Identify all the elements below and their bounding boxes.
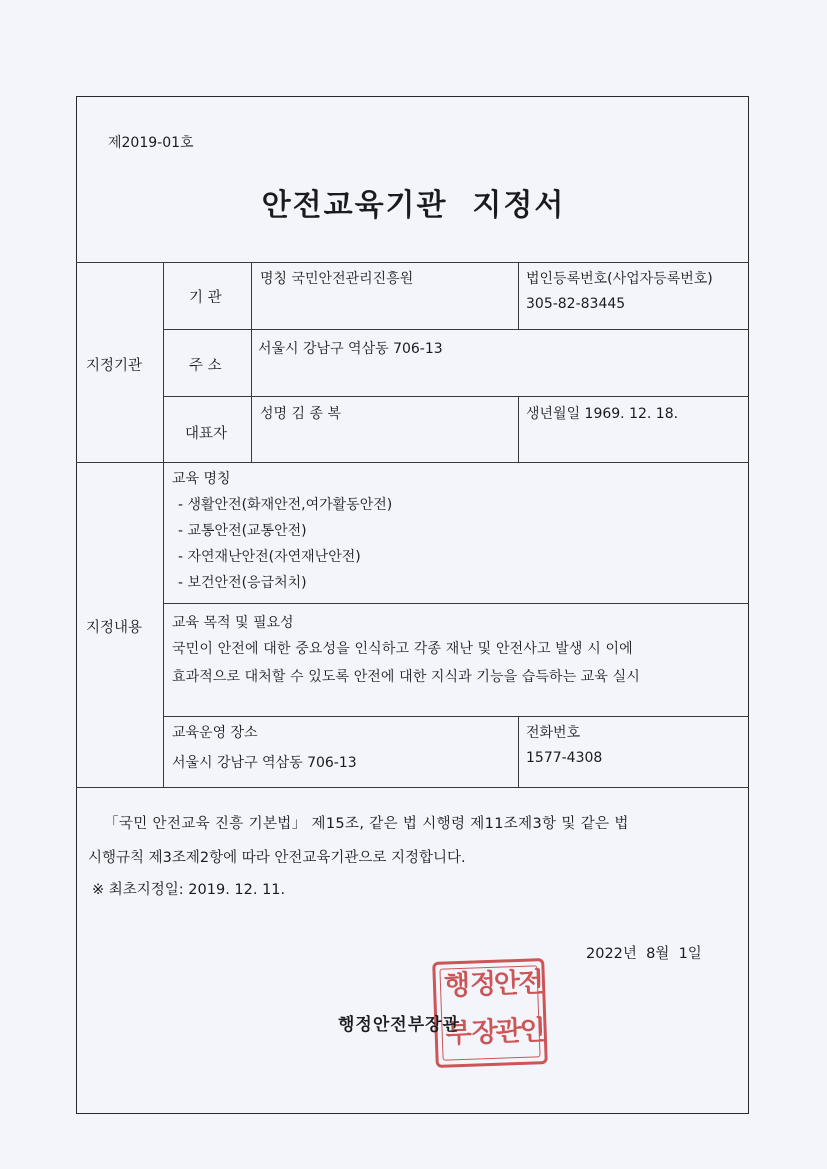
org-name: 명칭 국민안전관리진흥원: [260, 271, 414, 287]
issue-date: 2022년 8월 1일: [586, 946, 702, 962]
venue-label: 교육운영 장소: [172, 725, 258, 741]
section-label-content: 지정내용: [86, 620, 143, 636]
representative-birthdate: 생년월일 1969. 12. 18.: [526, 406, 679, 422]
edu-item: - 교통안전(교통안전): [178, 523, 307, 539]
edu-item: - 생활안전(화재안전,여가활동안전): [178, 497, 393, 513]
edu-item: - 보건안전(응급처치): [178, 575, 307, 591]
official-seal: 행 정 안 전 부 장 관 인: [432, 958, 548, 1068]
purpose-label: 교육 목적 및 필요성: [172, 615, 294, 631]
section-label-institution: 지정기관: [86, 358, 143, 374]
initial-designation-date: ※ 최초지정일: 2019. 12. 11.: [92, 882, 286, 898]
purpose-text-line: 국민이 안전에 대한 중요성을 인식하고 각종 재난 및 안전사고 발생 시 이에: [172, 641, 633, 657]
address-label: 주 소: [189, 358, 222, 374]
address-value: 서울시 강남구 역삼동 706-13: [258, 341, 443, 357]
signer-title: 행정안전부장관: [338, 1015, 460, 1035]
document-title: 안전교육기관 지정서: [261, 188, 566, 223]
registration-label: 법인등록번호(사업자등록번호): [526, 271, 713, 287]
statement-line: 「국민 안전교육 진흥 기본법」 제15조, 같은 법 시행령 제11조제3항 및 같은 법: [104, 816, 629, 832]
org-label: 기 관: [189, 290, 222, 306]
registration-number: 305-82-83445: [526, 296, 626, 312]
statement-line: 시행규칙 제3조제2항에 따라 안전교육기관으로 지정합니다.: [88, 850, 466, 866]
phone-value: 1577-4308: [526, 750, 603, 766]
venue-value: 서울시 강남구 역삼동 706-13: [172, 755, 357, 771]
edu-name-label: 교육 명칭: [172, 471, 231, 487]
representative-name: 성명 김 종 복: [260, 406, 341, 422]
representative-label: 대표자: [185, 426, 228, 442]
phone-label: 전화번호: [526, 725, 581, 741]
purpose-text-line: 효과적으로 대처할 수 있도록 안전에 대한 지식과 기능을 습득하는 교육 실시: [172, 669, 640, 685]
document-number: 제2019-01호: [108, 135, 194, 151]
edu-item: - 자연재난안전(자연재난안전): [178, 549, 361, 565]
